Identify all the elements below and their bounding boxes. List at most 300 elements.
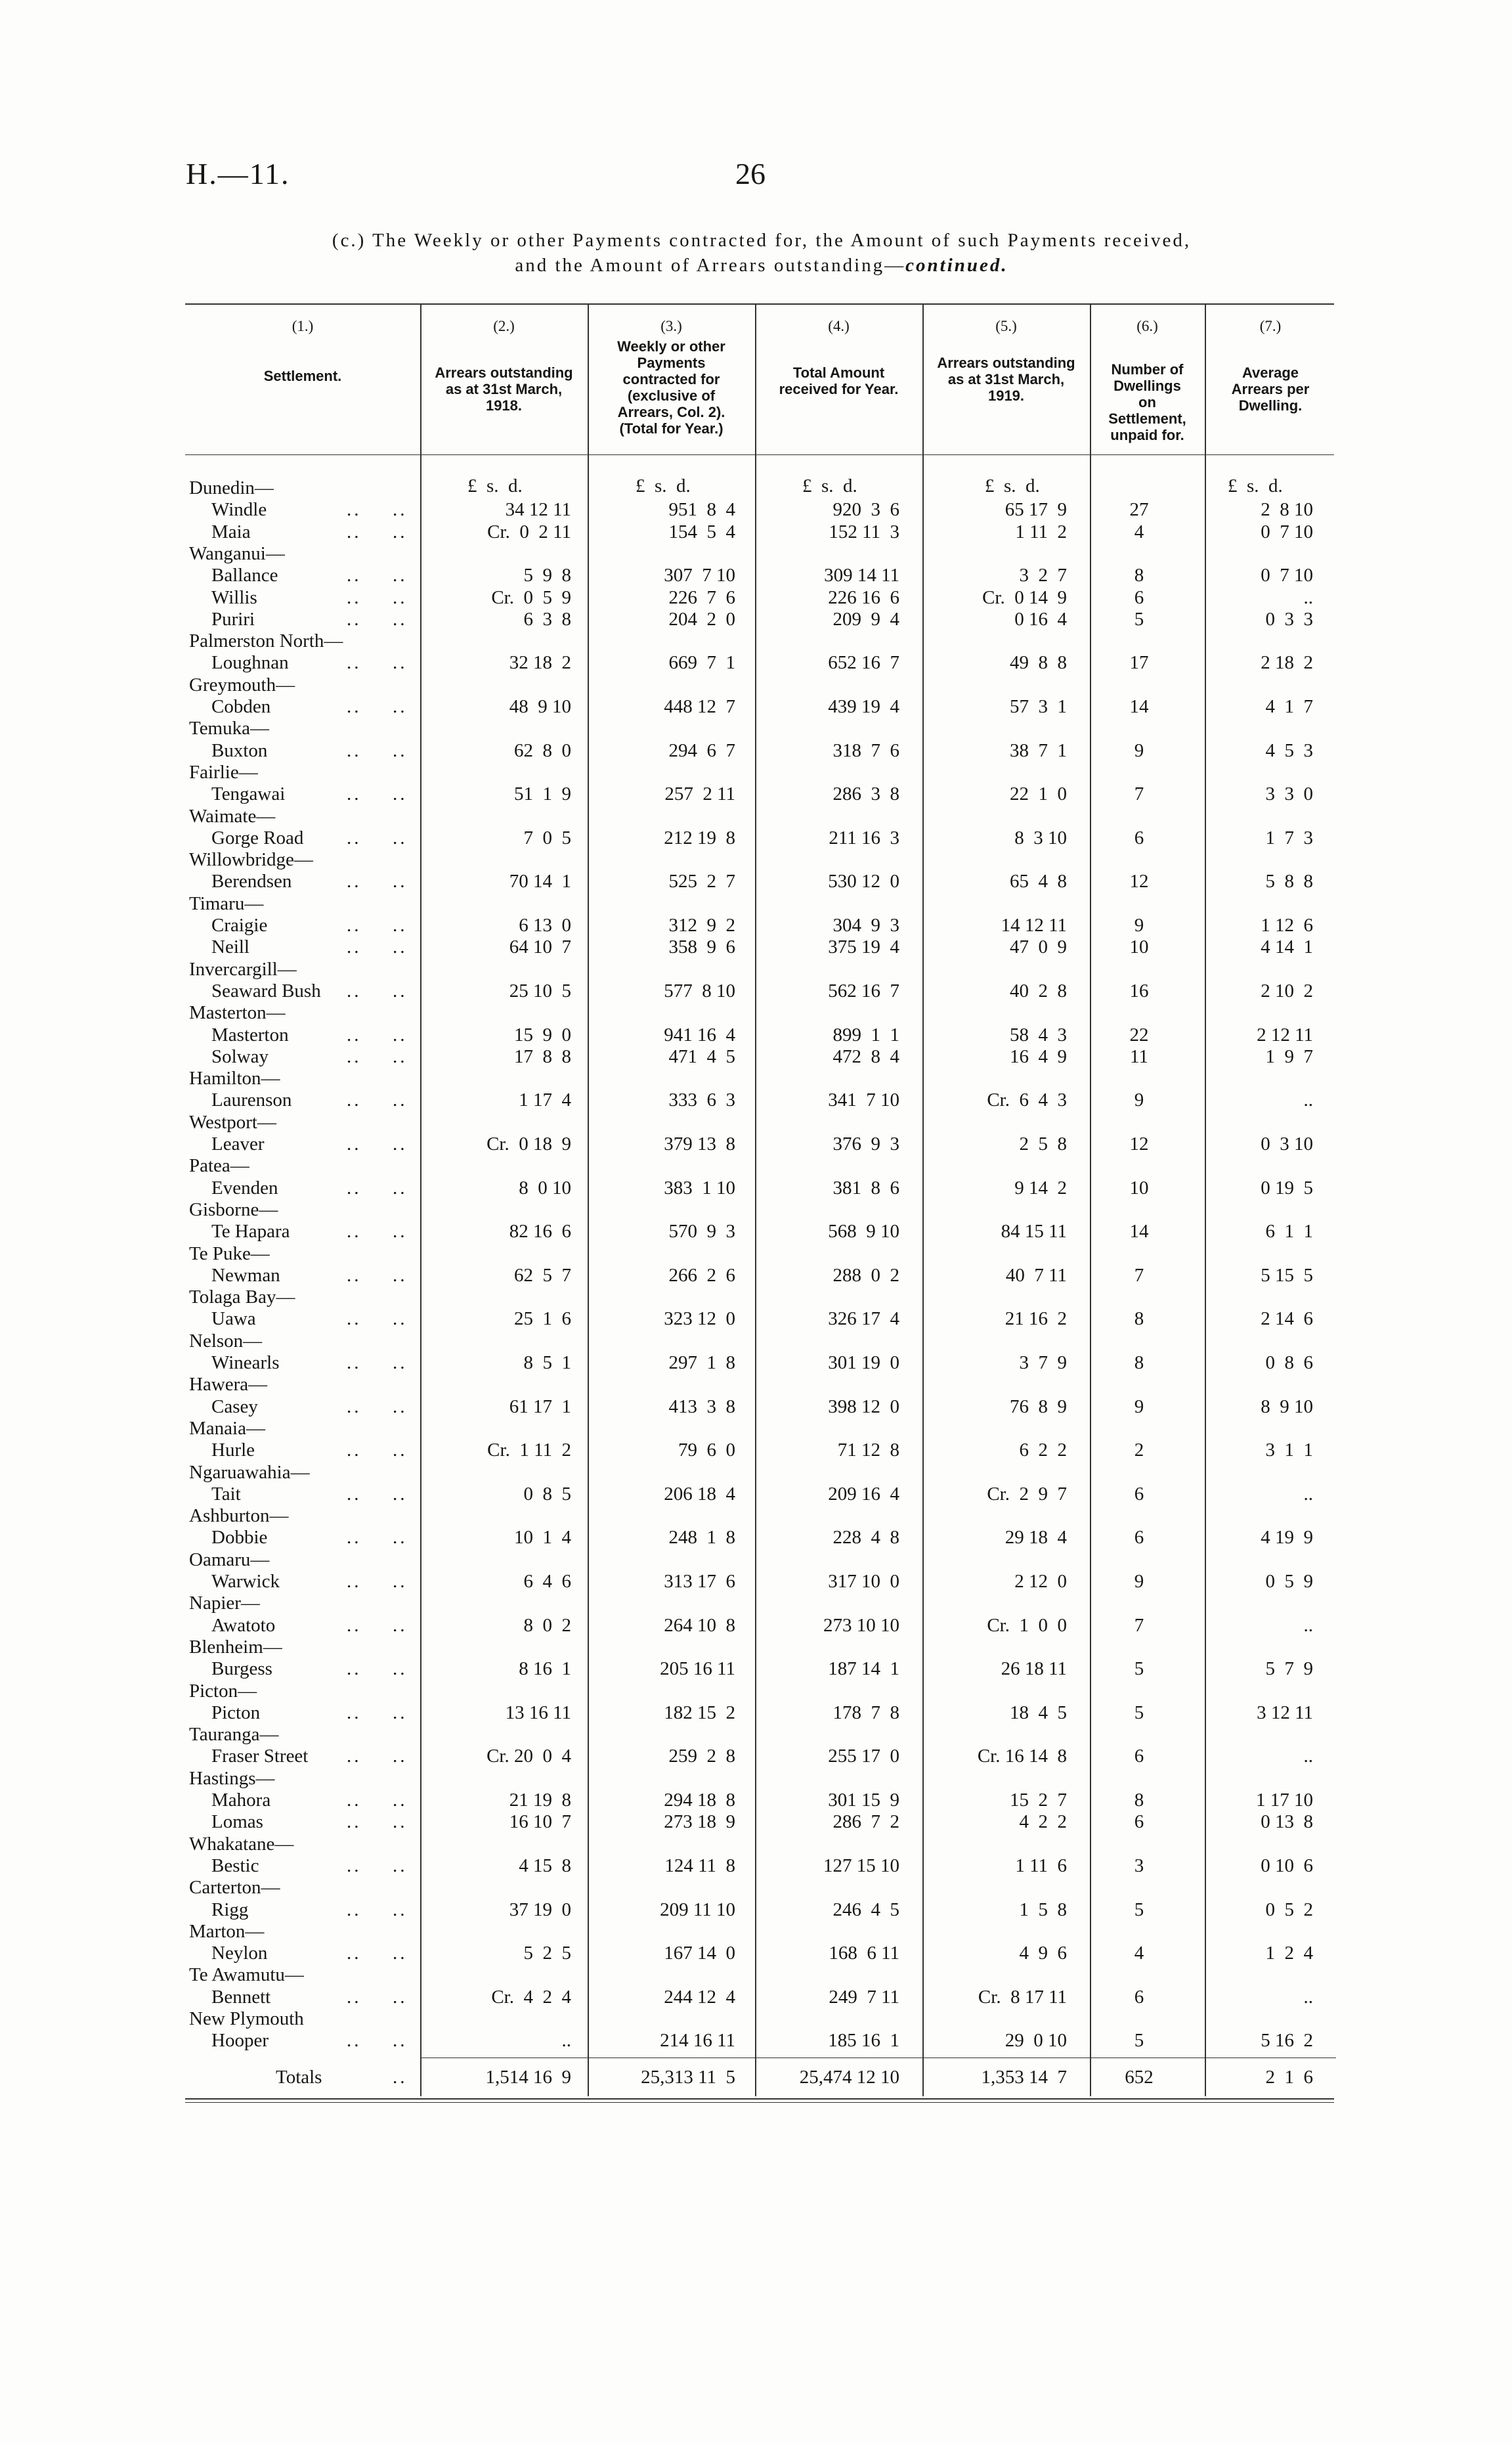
- cell-c6: 9: [1134, 1571, 1144, 1592]
- leader-dots: ..: [347, 915, 362, 936]
- column-heading: Total Amount received for Year.: [779, 364, 899, 397]
- settlement-name: Willis: [211, 586, 257, 608]
- leader-dots: ..: [393, 1483, 408, 1505]
- leader-dots: ..: [393, 652, 408, 674]
- cell-c3: 312 9 2: [668, 915, 735, 936]
- settlement-group: Tolaga Bay—: [189, 1287, 295, 1308]
- leader-dots: ..: [347, 1986, 362, 2008]
- leader-dots: ..: [347, 1571, 362, 1592]
- cell-c3: 182 15 2: [664, 1702, 735, 1723]
- cell-c6: 12: [1129, 871, 1149, 892]
- cell-c4: 439 19 4: [828, 696, 899, 717]
- cell-c6: 6: [1134, 1986, 1144, 2008]
- cell-c3: 951 8 4: [668, 499, 735, 521]
- leader-dots: ..: [393, 1396, 408, 1417]
- cell-c2: 64 10 7: [509, 936, 571, 958]
- settlement-group: Patea—: [189, 1155, 249, 1177]
- cell-c2: 17 8 8: [514, 1045, 571, 1067]
- cell-c3: 264 10 8: [664, 1614, 735, 1636]
- leader-dots: ..: [393, 1221, 408, 1243]
- cell-c6: 6: [1134, 1746, 1144, 1767]
- cell-c2: 0 8 5: [523, 1483, 571, 1505]
- settlement-name: Cobden: [211, 696, 271, 717]
- settlement-name: Awatoto: [211, 1614, 276, 1636]
- cell-c4: 286 3 8: [832, 783, 899, 805]
- cell-c3: 205 16 11: [660, 1658, 735, 1680]
- cell-c6: 9: [1134, 1089, 1144, 1111]
- cell-c2: 32 18 2: [509, 652, 571, 674]
- settlement-group: Wanganui—: [189, 542, 285, 564]
- leader-dots: ..: [347, 1811, 362, 1833]
- settlement-name: Lomas: [211, 1811, 263, 1833]
- cell-c6: 5: [1134, 1702, 1144, 1723]
- cell-c6: 4: [1134, 521, 1144, 542]
- settlement-name: Laurenson: [211, 1089, 292, 1111]
- cell-c3: 259 2 8: [668, 1746, 735, 1767]
- cell-c6: 4: [1134, 1943, 1144, 1964]
- leader-dots: ..: [393, 1614, 408, 1636]
- cell-c7: 0 10 6: [1261, 1855, 1313, 1876]
- leader-dots: ..: [393, 1352, 408, 1373]
- cell-c5: 2 5 8: [1019, 1133, 1067, 1155]
- settlement-group: Ngaruawahia—: [189, 1461, 310, 1483]
- cell-c7: 0 13 8: [1261, 1811, 1313, 1833]
- cell-c5: Cr. 16 14 8: [977, 1746, 1067, 1767]
- cell-c7: 0 3 3: [1265, 608, 1313, 630]
- currency-units: £ s. d.: [985, 475, 1040, 496]
- cell-c5: 1 11 2: [1015, 521, 1067, 542]
- settlement-name: Maia: [211, 521, 251, 542]
- cell-c4: 326 17 4: [828, 1308, 899, 1330]
- cell-c4: 185 16 1: [828, 2030, 899, 2052]
- settlement-name: Casey: [211, 1396, 258, 1417]
- cell-c7: 5 16 2: [1261, 2030, 1313, 2052]
- cell-c6: 6: [1134, 586, 1144, 608]
- leader-dots: ..: [347, 608, 362, 630]
- cell-c4: 562 16 7: [828, 980, 899, 1001]
- settlement-group: Napier—: [189, 1593, 260, 1614]
- leader-dots: ..: [347, 827, 362, 848]
- leader-dots: ..: [393, 1527, 408, 1549]
- leader-dots: ..: [393, 521, 408, 542]
- cell-c5: Cr. 0 14 9: [982, 586, 1067, 608]
- cell-c2: 21 19 8: [509, 1790, 571, 1811]
- cell-c7: ..: [1303, 1986, 1313, 2008]
- cell-c5: 2 12 0: [1014, 1571, 1067, 1592]
- page-header-ref: H.—11.: [186, 157, 290, 190]
- cell-c5: 22 1 0: [1010, 783, 1067, 805]
- leader-dots: ..: [347, 1614, 362, 1636]
- leader-dots: ..: [393, 1177, 408, 1199]
- table-title-line2: [177, 255, 1346, 276]
- cell-c4: 288 0 2: [832, 1264, 899, 1286]
- settlement-name: Newman: [211, 1264, 280, 1286]
- leader-dots: ..: [347, 1396, 362, 1417]
- settlement-name: Loughnan: [211, 652, 289, 674]
- cell-c5: 47 0 9: [1010, 936, 1067, 958]
- settlement-group: Invercargill—: [189, 958, 297, 980]
- leader-dots: ..: [393, 1440, 408, 1461]
- cell-c6: 14: [1129, 696, 1149, 717]
- cell-c6: 5: [1134, 1658, 1144, 1680]
- cell-c6: 7: [1134, 783, 1144, 805]
- column-heading: Settlement.: [263, 368, 342, 384]
- leader-dots: ..: [393, 1746, 408, 1767]
- cell-c3: 577 8 10: [664, 980, 735, 1001]
- leader-dots: ..: [393, 586, 408, 608]
- settlement-name: Uawa: [211, 1308, 256, 1330]
- column-separator: [420, 305, 421, 2096]
- cell-c3: 257 2 11: [664, 783, 735, 805]
- leader-dots: ..: [393, 1089, 408, 1111]
- cell-c4: 381 8 6: [832, 1177, 899, 1199]
- leader-dots: ..: [393, 1658, 408, 1680]
- settlement-name: Dobbie: [211, 1527, 268, 1549]
- cell-c7: ..: [1303, 1746, 1313, 1767]
- leader-dots: ..: [347, 783, 362, 805]
- table-top-rule: [185, 303, 1334, 305]
- cell-c6: 6: [1134, 1811, 1144, 1833]
- cell-c2: 5 9 8: [523, 565, 571, 586]
- cell-c6: 9: [1134, 1396, 1144, 1417]
- cell-c6: 17: [1129, 652, 1149, 674]
- cell-c3: 214 16 11: [660, 2030, 735, 2052]
- cell-c4: 472 8 4: [832, 1045, 899, 1067]
- cell-c3: 248 1 8: [668, 1527, 735, 1549]
- settlement-group: Carterton—: [189, 1877, 280, 1899]
- settlement-name: Mahora: [211, 1790, 271, 1811]
- leader-dots: ..: [393, 1045, 408, 1067]
- cell-c4: 899 1 1: [832, 1024, 899, 1045]
- column-number: (1.): [292, 318, 314, 334]
- settlement-name: Hooper: [211, 2030, 269, 2052]
- settlement-name: Tait: [211, 1483, 241, 1505]
- cell-c7: 1 7 3: [1265, 827, 1313, 848]
- cell-c4: 318 7 6: [832, 739, 899, 761]
- leader-dots: ..: [347, 1440, 362, 1461]
- leader-dots: ..: [393, 608, 408, 630]
- cell-c3: 244 12 4: [664, 1986, 735, 2008]
- cell-c5: 6 2 2: [1019, 1440, 1067, 1461]
- leader-dots: ..: [347, 696, 362, 717]
- cell-c4: 71 12 8: [837, 1440, 899, 1461]
- leader-dots: ..: [393, 1986, 408, 2008]
- leader-dots: ..: [393, 1855, 408, 1876]
- cell-c6: 11: [1130, 1045, 1148, 1067]
- cell-c4: 286 7 2: [832, 1811, 899, 1833]
- cell-c6: 14: [1129, 1221, 1149, 1243]
- currency-units: £ s. d.: [467, 475, 523, 496]
- settlement-group: Timaru—: [189, 892, 264, 914]
- leader-dots: ..: [393, 1702, 408, 1723]
- cell-c2: 7 0 5: [523, 827, 571, 848]
- cell-c2: Cr. 0 5 9: [491, 586, 571, 608]
- leader-dots: ..: [393, 739, 408, 761]
- cell-c2: 1 17 4: [519, 1089, 571, 1111]
- leader-dots: ..: [347, 1308, 362, 1330]
- column-separator: [922, 305, 924, 2096]
- cell-c4: 152 11 3: [829, 521, 899, 542]
- column-number: (6.): [1136, 318, 1158, 334]
- leader-dots: ..: [393, 2066, 408, 2088]
- cell-c4: 246 4 5: [832, 1899, 899, 1920]
- settlement-name: Bennett: [211, 1986, 271, 2008]
- cell-c6: 12: [1129, 1133, 1149, 1155]
- cell-c5: 16 4 9: [1010, 1045, 1067, 1067]
- table-header-bottom-rule: [185, 454, 1334, 455]
- cell-c2: Cr. 0 18 9: [486, 1133, 571, 1155]
- cell-c6: 10: [1129, 936, 1149, 958]
- cell-c7: 2 10 2: [1261, 980, 1313, 1001]
- cell-c6: 7: [1134, 1264, 1144, 1286]
- leader-dots: ..: [347, 1483, 362, 1505]
- settlement-group: Blenheim—: [189, 1636, 282, 1658]
- cell-c2: 25 10 5: [509, 980, 571, 1001]
- leader-dots: ..: [393, 1024, 408, 1045]
- leader-dots: ..: [393, 1308, 408, 1330]
- leader-dots: ..: [347, 1045, 362, 1067]
- cell-c5: 4 2 2: [1019, 1811, 1067, 1833]
- cell-c3: 212 19 8: [664, 827, 735, 848]
- settlement-name: Puriri: [211, 608, 255, 630]
- total-c6: 652: [1125, 2066, 1154, 2088]
- leader-dots: ..: [347, 1746, 362, 1767]
- cell-c3: 297 1 8: [668, 1352, 735, 1373]
- cell-c5: 49 8 8: [1010, 652, 1067, 674]
- cell-c2: 34 12 11: [505, 499, 571, 521]
- cell-c4: 304 9 3: [832, 915, 899, 936]
- leader-dots: ..: [347, 1133, 362, 1155]
- leader-dots: ..: [393, 1790, 408, 1811]
- cell-c2: Cr. 1 11 2: [487, 1440, 571, 1461]
- cell-c7: 2 12 11: [1257, 1024, 1313, 1045]
- cell-c4: 301 15 9: [828, 1790, 899, 1811]
- cell-c2: ..: [561, 2030, 571, 2052]
- settlement-name: Buxton: [211, 739, 268, 761]
- leader-dots: ..: [347, 1702, 362, 1723]
- settlement-group: Hastings—: [189, 1767, 275, 1789]
- settlement-group: Manaia—: [189, 1417, 265, 1439]
- leader-dots: ..: [393, 915, 408, 936]
- settlement-name: Tengawai: [211, 783, 286, 805]
- settlement-group: Temuka—: [189, 718, 269, 739]
- cell-c7: 4 14 1: [1261, 936, 1313, 958]
- cell-c2: 16 10 7: [509, 1811, 571, 1833]
- cell-c2: 10 1 4: [514, 1527, 571, 1549]
- cell-c5: 21 16 2: [1004, 1308, 1067, 1330]
- column-separator: [755, 305, 756, 2096]
- cell-c4: 309 14 11: [824, 565, 899, 586]
- leader-dots: ..: [393, 499, 408, 521]
- cell-c3: 379 13 8: [664, 1133, 735, 1155]
- currency-units: £ s. d.: [802, 475, 857, 496]
- leader-dots: ..: [347, 1658, 362, 1680]
- settlement-name: Hurle: [211, 1440, 255, 1461]
- totals-label: Totals: [276, 2066, 322, 2088]
- settlement-group: Picton—: [189, 1680, 257, 1702]
- cell-c4: 178 7 8: [832, 1702, 899, 1723]
- cell-c5: 3 7 9: [1019, 1352, 1067, 1373]
- settlement-name: Bestic: [211, 1855, 259, 1876]
- cell-c3: 206 18 4: [664, 1483, 735, 1505]
- cell-c7: 5 8 8: [1265, 871, 1313, 892]
- leader-dots: ..: [347, 586, 362, 608]
- cell-c5: 29 0 10: [1004, 2030, 1067, 2052]
- cell-c4: 249 7 11: [829, 1986, 899, 2008]
- column-heading: Average Arrears per Dwelling.: [1231, 364, 1310, 414]
- leader-dots: ..: [393, 980, 408, 1001]
- cell-c4: 920 3 6: [832, 499, 899, 521]
- cell-c3: 294 6 7: [668, 739, 735, 761]
- settlement-group: Westport—: [189, 1111, 276, 1133]
- leader-dots: ..: [347, 565, 362, 586]
- settlement-name: Solway: [211, 1045, 269, 1067]
- leader-dots: ..: [393, 1811, 408, 1833]
- cell-c4: 209 16 4: [828, 1483, 899, 1505]
- title-line2-text: and the Amount of Arrears outstanding—: [515, 255, 906, 276]
- leader-dots: ..: [393, 936, 408, 958]
- leader-dots: ..: [393, 696, 408, 717]
- settlement-name: Picton: [211, 1702, 261, 1723]
- cell-c7: 1 2 4: [1265, 1943, 1313, 1964]
- column-number: (3.): [660, 318, 682, 334]
- settlement-name: Seaward Bush: [211, 980, 321, 1001]
- cell-c2: 51 1 9: [514, 783, 571, 805]
- leader-dots: ..: [347, 1855, 362, 1876]
- total-c7: 2 1 6: [1265, 2066, 1313, 2088]
- cell-c2: 5 2 5: [523, 1943, 571, 1964]
- cell-c5: 15 2 7: [1010, 1790, 1067, 1811]
- cell-c7: 0 7 10: [1261, 521, 1313, 542]
- settlement-group: Te Awamutu—: [189, 1964, 304, 1986]
- cell-c5: 38 7 1: [1010, 739, 1067, 761]
- cell-c6: 27: [1129, 499, 1149, 521]
- cell-c5: 14 12 11: [1001, 915, 1067, 936]
- cell-c7: 1 12 6: [1261, 915, 1313, 936]
- settlement-group: Whakatane—: [189, 1833, 294, 1855]
- cell-c4: 376 9 3: [832, 1133, 899, 1155]
- leader-dots: ..: [393, 871, 408, 892]
- cell-c3: 413 3 8: [668, 1396, 735, 1417]
- cell-c5: 26 18 11: [1001, 1658, 1067, 1680]
- cell-c6: 6: [1134, 1483, 1144, 1505]
- total-c5: 1,353 14 7: [981, 2066, 1067, 2088]
- cell-c7: 0 19 5: [1261, 1177, 1313, 1199]
- table-bottom-rule-1: [185, 2098, 1334, 2100]
- cell-c4: 341 7 10: [828, 1089, 899, 1111]
- cell-c4: 168 6 11: [829, 1943, 899, 1964]
- cell-c2: Cr. 0 2 11: [487, 521, 571, 542]
- cell-c5: 65 4 8: [1010, 871, 1067, 892]
- cell-c5: Cr. 8 17 11: [978, 1986, 1067, 2008]
- leader-dots: ..: [347, 1790, 362, 1811]
- cell-c5: 3 2 7: [1019, 565, 1067, 586]
- cell-c2: 37 19 0: [509, 1899, 571, 1920]
- leader-dots: ..: [393, 1943, 408, 1964]
- cell-c5: 1 5 8: [1019, 1899, 1067, 1920]
- cell-c7: 3 12 11: [1257, 1702, 1313, 1723]
- cell-c5: 29 18 4: [1004, 1527, 1067, 1549]
- settlement-name: Windle: [211, 499, 267, 521]
- cell-c3: 941 16 4: [664, 1024, 735, 1045]
- cell-c4: 301 19 0: [828, 1352, 899, 1373]
- settlement-name: Rigg: [211, 1899, 249, 1920]
- column-number: (4.): [828, 318, 850, 334]
- cell-c2: Cr. 20 0 4: [486, 1746, 571, 1767]
- leader-dots: ..: [347, 1899, 362, 1920]
- leader-dots: ..: [347, 521, 362, 542]
- cell-c3: 313 17 6: [664, 1571, 735, 1592]
- cell-c6: 9: [1134, 915, 1144, 936]
- settlement-group: Oamaru—: [189, 1549, 270, 1570]
- column-number: (7.): [1259, 318, 1282, 334]
- cell-c3: 570 9 3: [668, 1221, 735, 1243]
- cell-c6: 8: [1134, 1308, 1144, 1330]
- title-continued: continued.: [905, 255, 1008, 276]
- settlement-name: Winearls: [211, 1352, 280, 1373]
- cell-c4: 317 10 0: [828, 1571, 899, 1592]
- cell-c7: 4 5 3: [1265, 739, 1313, 761]
- cell-c6: 22: [1129, 1024, 1149, 1045]
- cell-c6: 5: [1134, 608, 1144, 630]
- leader-dots: ..: [347, 1527, 362, 1549]
- cell-c2: 25 1 6: [514, 1308, 571, 1330]
- cell-c3: 358 9 6: [668, 936, 735, 958]
- cell-c5: 84 15 11: [1001, 1221, 1067, 1243]
- settlement-name: Neill: [211, 936, 249, 958]
- cell-c3: 124 11 8: [664, 1855, 735, 1876]
- settlement-group: Greymouth—: [189, 674, 295, 695]
- cell-c5: 40 7 11: [1005, 1264, 1067, 1286]
- cell-c2: 62 5 7: [514, 1264, 571, 1286]
- leader-dots: ..: [347, 936, 362, 958]
- table-bottom-rule-2: [185, 2102, 1334, 2103]
- cell-c3: 294 18 8: [664, 1790, 735, 1811]
- cell-c3: 525 2 7: [668, 871, 735, 892]
- cell-c5: 76 8 9: [1010, 1396, 1067, 1417]
- cell-c6: 5: [1134, 1899, 1144, 1920]
- total-c4: 25,474 12 10: [799, 2066, 899, 2088]
- cell-c4: 209 9 4: [832, 608, 899, 630]
- cell-c6: 9: [1134, 739, 1144, 761]
- cell-c3: 333 6 3: [668, 1089, 735, 1111]
- leader-dots: ..: [347, 1264, 362, 1286]
- cell-c3: 209 11 10: [660, 1899, 735, 1920]
- settlement-group: Willowbridge—: [189, 849, 313, 871]
- cell-c2: 4 15 8: [519, 1855, 571, 1876]
- cell-c7: 2 18 2: [1261, 652, 1313, 674]
- leader-dots: ..: [347, 1024, 362, 1045]
- cell-c2: 8 0 2: [523, 1614, 571, 1636]
- leader-dots: ..: [393, 1264, 408, 1286]
- settlement-group: Fairlie—: [189, 761, 258, 783]
- cell-c3: 471 4 5: [668, 1045, 735, 1067]
- column-number: (5.): [995, 318, 1017, 334]
- cell-c5: 1 11 6: [1015, 1855, 1067, 1876]
- leader-dots: ..: [347, 1352, 362, 1373]
- cell-c5: 4 9 6: [1019, 1943, 1067, 1964]
- cell-c4: 228 4 8: [832, 1527, 899, 1549]
- cell-c7: 0 5 9: [1265, 1571, 1313, 1592]
- settlement-name: Neylon: [211, 1943, 268, 1964]
- settlement-name: Leaver: [211, 1133, 265, 1155]
- cell-c4: 568 9 10: [828, 1221, 899, 1243]
- page-number: 26: [735, 157, 766, 190]
- cell-c7: 5 7 9: [1265, 1658, 1313, 1680]
- settlement-group: Palmerston North—: [189, 630, 343, 652]
- leader-dots: ..: [347, 1089, 362, 1111]
- cell-c5: 18 4 5: [1010, 1702, 1067, 1723]
